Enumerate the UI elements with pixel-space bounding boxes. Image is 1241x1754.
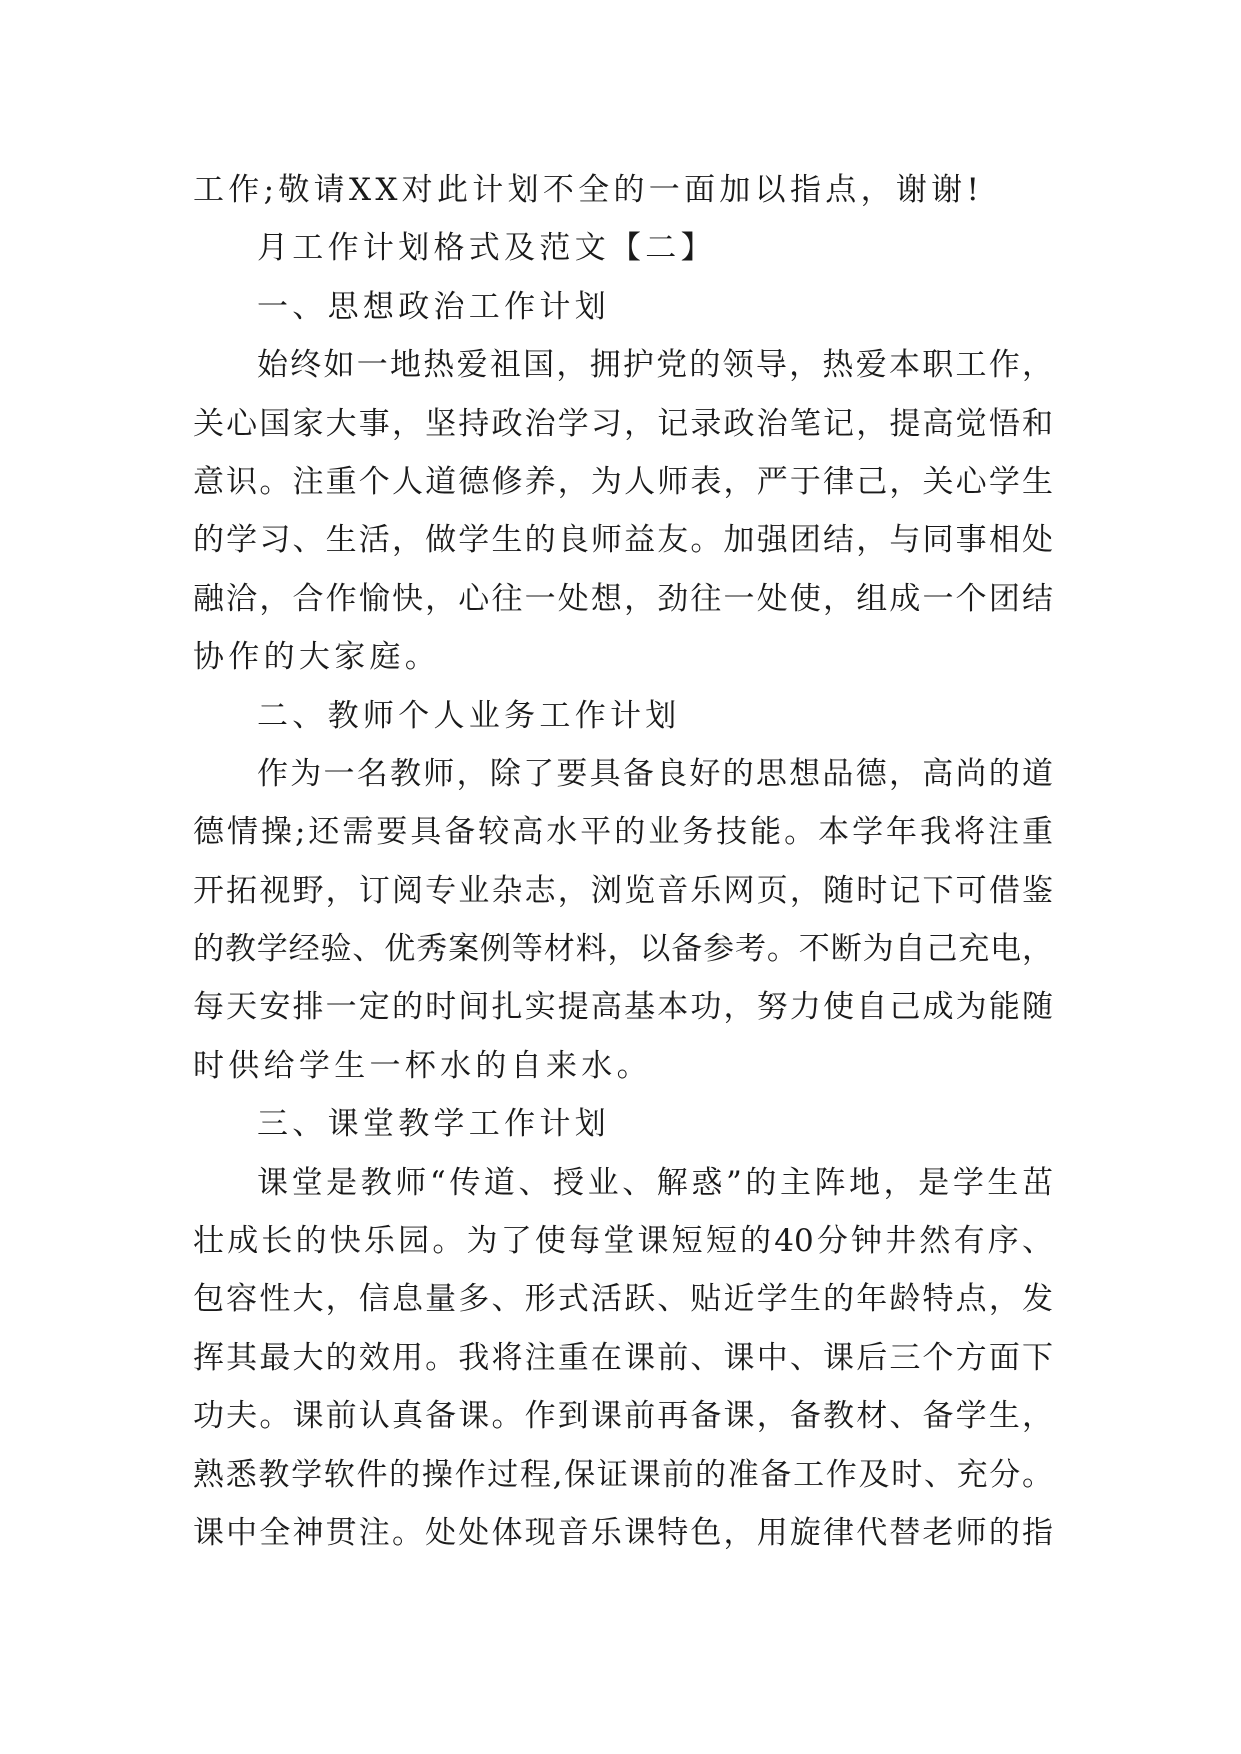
text-line: 时供给学生一杯水的自来水。 <box>193 1047 652 1084</box>
text-line: 的学习、生活，做学生的良师益友。加强团结，与同事相处 <box>193 522 1053 559</box>
text-line: 开拓视野，订阅专业杂志，浏览音乐网页，随时记下可借鉴 <box>193 872 1053 909</box>
text-line: 课堂是教师“传道、授业、解惑”的主阵地，是学生茁 <box>257 1164 1053 1201</box>
text-line: 包容性大，信息量多、形式活跃、贴近学生的年龄特点，发 <box>193 1281 1053 1318</box>
text-line: 意识。注重个人道德修养，为人师表，严于律己，关心学生 <box>193 463 1053 500</box>
text-line: 德情操;还需要具备较高水平的业务技能。本学年我将注重 <box>193 814 1053 851</box>
text-line: 的教学经验、优秀案例等材料，以备参考。不断为自己充电， <box>193 931 1053 968</box>
text-line: 作为一名教师，除了要具备良好的思想品德，高尚的道 <box>257 755 1053 792</box>
text-line: 协作的大家庭。 <box>193 639 441 676</box>
document-body <box>193 161 1053 1562</box>
text-line: 课中全神贯注。处处体现音乐课特色，用旋律代替老师的指 <box>193 1514 1053 1551</box>
text-line: 月工作计划格式及范文【二】 <box>257 230 716 267</box>
text-line: 三、课堂教学工作计划 <box>257 1106 610 1143</box>
text-line: 融洽，合作愉快，心往一处想，劲往一处使，组成一个团结 <box>193 580 1053 617</box>
text-line: 每天安排一定的时间扎实提高基本功，努力使自己成为能随 <box>193 989 1053 1026</box>
text-line: 工作;敬请XX对此计划不全的一面加以指点，谢谢! <box>193 172 984 208</box>
text-line: 壮成长的快乐园。为了使每堂课短短的40分钟井然有序、 <box>193 1223 1053 1260</box>
text-line: 二、教师个人业务工作计划 <box>257 697 681 734</box>
text-line: 功夫。课前认真备课。作到课前再备课，备教材、备学生， <box>193 1398 1053 1435</box>
text-line: 一、思想政治工作计划 <box>257 288 610 325</box>
text-line: 挥其最大的效用。我将注重在课前、课中、课后三个方面下 <box>193 1339 1053 1376</box>
text-line: 熟悉教学软件的操作过程,保证课前的准备工作及时、充分。 <box>193 1456 1053 1493</box>
text-line: 始终如一地热爱祖国，拥护党的领导，热爱本职工作， <box>257 347 1053 384</box>
text-line: 关心国家大事，坚持政治学习，记录政治笔记，提高觉悟和 <box>193 405 1053 442</box>
